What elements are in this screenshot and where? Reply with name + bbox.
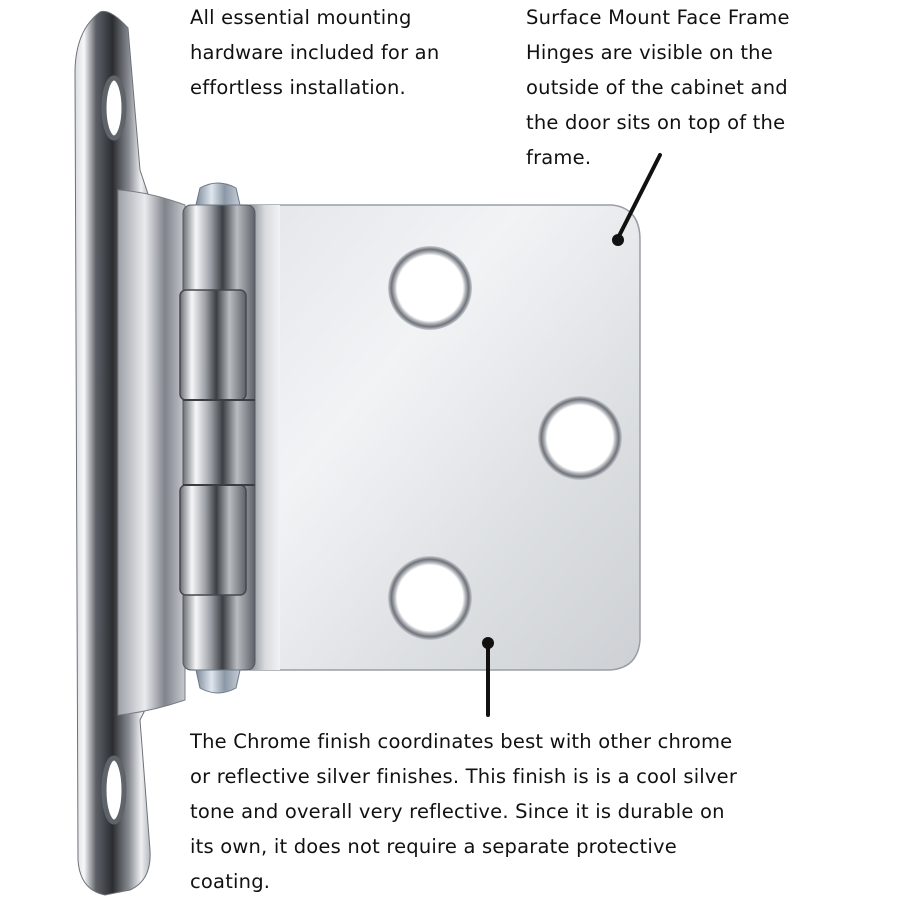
surface-callout-dot — [612, 234, 624, 246]
surface-mount-callout-text: Surface Mount Face Frame Hinges are visible on the outside of the cabinet and the door sits on top of the frame. — [526, 6, 790, 169]
leaf-hole-bottom — [388, 556, 472, 640]
pin-cap-top — [196, 183, 240, 205]
knuckle-segment-a — [180, 290, 246, 400]
hardware-callout-text: All essential mounting hardware included for an effortless installation. — [190, 6, 440, 99]
hinge-neck — [118, 190, 185, 715]
chrome-finish-callout-text: The Chrome finish coordinates best with other chrome or reflective silver finishes. This finish is is a cool silver tone and overall very reflective. Since it is durable on its own, it does not require a separate protective coating. — [190, 730, 738, 893]
frame-hole-bottom — [104, 758, 124, 822]
chrome-callout-dot — [482, 637, 494, 649]
leaf-hole-top — [388, 246, 472, 330]
pin-cap-bottom — [196, 670, 240, 693]
knuckle-segment-b — [180, 485, 246, 595]
leaf-hole-middle — [538, 396, 622, 480]
frame-hole-top — [104, 78, 124, 138]
hinge-knuckle — [183, 205, 255, 670]
